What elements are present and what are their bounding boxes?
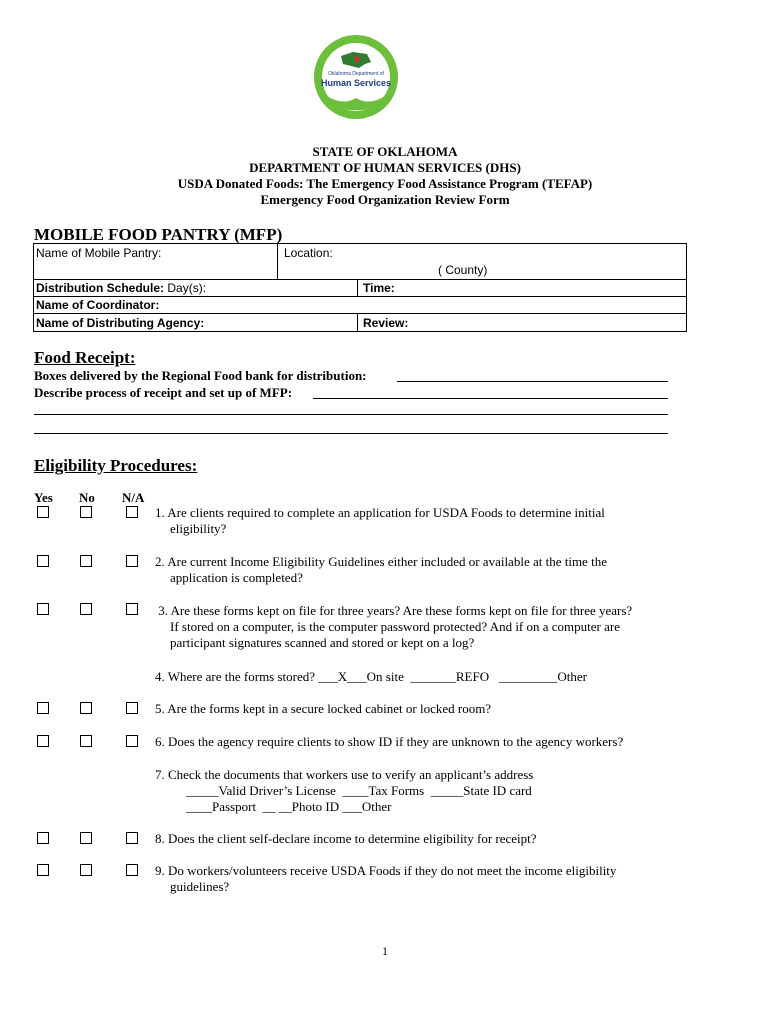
question-3-line: 3. Are these forms kept on file for three years? Are these forms kept on file for three years? [155, 603, 633, 618]
question-9-line: 9. Do workers/volunteers receive USDA Foods if they do not meet the income eligibility [155, 863, 617, 878]
question-9-line: guidelines? [170, 879, 230, 894]
q8-no-checkbox[interactable] [80, 832, 92, 844]
review-field[interactable]: Review: [363, 316, 409, 330]
question-4: 4. Where are the forms stored? ___X___On site _______REFO _________Other [155, 669, 587, 684]
column-no: No [79, 490, 95, 505]
process-blank[interactable] [313, 398, 668, 399]
process-blank-line[interactable] [34, 414, 668, 415]
question-1-line: eligibility? [170, 521, 227, 536]
q6-na-checkbox[interactable] [126, 735, 138, 747]
row-divider [34, 313, 686, 314]
process-label: Describe process of receipt and set up of MFP: [34, 385, 293, 400]
row-divider [34, 279, 686, 280]
boxes-delivered-blank[interactable] [397, 381, 668, 382]
header-department: DEPARTMENT OF HUMAN SERVICES (DHS) [249, 160, 521, 175]
question-3-line: If stored on a computer, is the computer password protected? And if on a computer are [170, 619, 620, 634]
question-1-line: 1. Are clients required to complete an application for USDA Foods to determine initial [155, 505, 605, 520]
question-3-line: participant signatures scanned and stored or kept on a log? [170, 635, 475, 650]
q2-no-checkbox[interactable] [80, 555, 92, 567]
time-field[interactable]: Time: [363, 281, 395, 295]
header-form-title: Emergency Food Organization Review Form [260, 192, 510, 207]
days-label: Day(s): [167, 281, 207, 295]
question-9 [155, 863, 616, 895]
q1-yes-checkbox[interactable] [37, 506, 49, 518]
q5-na-checkbox[interactable] [126, 702, 138, 714]
question-7-line: 7. Check the documents that workers use to verify an applicant’s address [155, 767, 534, 782]
q9-no-checkbox[interactable] [80, 864, 92, 876]
q3-na-checkbox[interactable] [126, 603, 138, 615]
question-3 [155, 603, 632, 651]
row-divider [34, 296, 686, 297]
dhs-logo [313, 34, 399, 120]
distribution-schedule-field[interactable] [36, 281, 206, 295]
col-divider [357, 279, 358, 297]
question-2-line: application is completed? [170, 570, 303, 585]
q9-na-checkbox[interactable] [126, 864, 138, 876]
q1-no-checkbox[interactable] [80, 506, 92, 518]
name-of-coordinator-field[interactable]: Name of Coordinator: [36, 298, 160, 312]
eligibility-title: Eligibility Procedures: [34, 456, 198, 475]
question-1 [155, 505, 605, 537]
q8-yes-checkbox[interactable] [37, 832, 49, 844]
q3-yes-checkbox[interactable] [37, 603, 49, 615]
q1-na-checkbox[interactable] [126, 506, 138, 518]
question-6: 6. Does the agency require clients to show ID if they are unknown to the agency workers? [155, 734, 624, 749]
svg-text:Oklahoma Department of: Oklahoma Department of [328, 71, 384, 77]
boxes-delivered-label: Boxes delivered by the Regional Food bank for distribution: [34, 368, 367, 383]
column-na: N/A [122, 490, 145, 505]
mfp-info-table [33, 243, 687, 332]
header-state: STATE OF OKLAHOMA [312, 144, 458, 159]
location-field[interactable]: Location: [284, 246, 333, 260]
mfp-title: MOBILE FOOD PANTRY (MFP) [34, 225, 283, 244]
name-of-distributing-agency-field[interactable]: Name of Distributing Agency: [36, 316, 205, 330]
q8-na-checkbox[interactable] [126, 832, 138, 844]
q5-no-checkbox[interactable] [80, 702, 92, 714]
process-blank-line[interactable] [34, 433, 668, 434]
header-program: USDA Donated Foods: The Emergency Food Assistance Program (TEFAP) [177, 176, 593, 191]
food-receipt-title: Food Receipt: [34, 348, 136, 367]
question-5: 5. Are the forms kept in a secure locked cabinet or locked room? [155, 701, 492, 716]
question-8: 8. Does the client self-declare income to determine eligibility for receipt? [155, 831, 537, 846]
distribution-schedule-label: Distribution Schedule: [36, 281, 165, 295]
q2-na-checkbox[interactable] [126, 555, 138, 567]
column-yes: Yes [34, 490, 53, 505]
question-7 [155, 767, 533, 815]
q3-no-checkbox[interactable] [80, 603, 92, 615]
svg-text:Human Services: Human Services [320, 78, 392, 88]
col-divider [357, 313, 358, 332]
question-7-options: ____Passport __ __Photo ID ___Other [186, 799, 392, 814]
col-divider [277, 244, 278, 279]
question-2-line: 2. Are current Income Eligibility Guidelines either included or available at the time the [155, 554, 607, 569]
q9-yes-checkbox[interactable] [37, 864, 49, 876]
q6-yes-checkbox[interactable] [37, 735, 49, 747]
q6-no-checkbox[interactable] [80, 735, 92, 747]
name-of-mobile-pantry-field[interactable]: Name of Mobile Pantry: [36, 246, 162, 260]
q5-yes-checkbox[interactable] [37, 702, 49, 714]
county-label: ( County) [438, 263, 488, 277]
question-2 [155, 554, 607, 586]
q2-yes-checkbox[interactable] [37, 555, 49, 567]
question-7-options: _____Valid Driver’s License ____Tax Forms _____State ID card [186, 783, 532, 798]
page-number: 1 [382, 944, 388, 958]
